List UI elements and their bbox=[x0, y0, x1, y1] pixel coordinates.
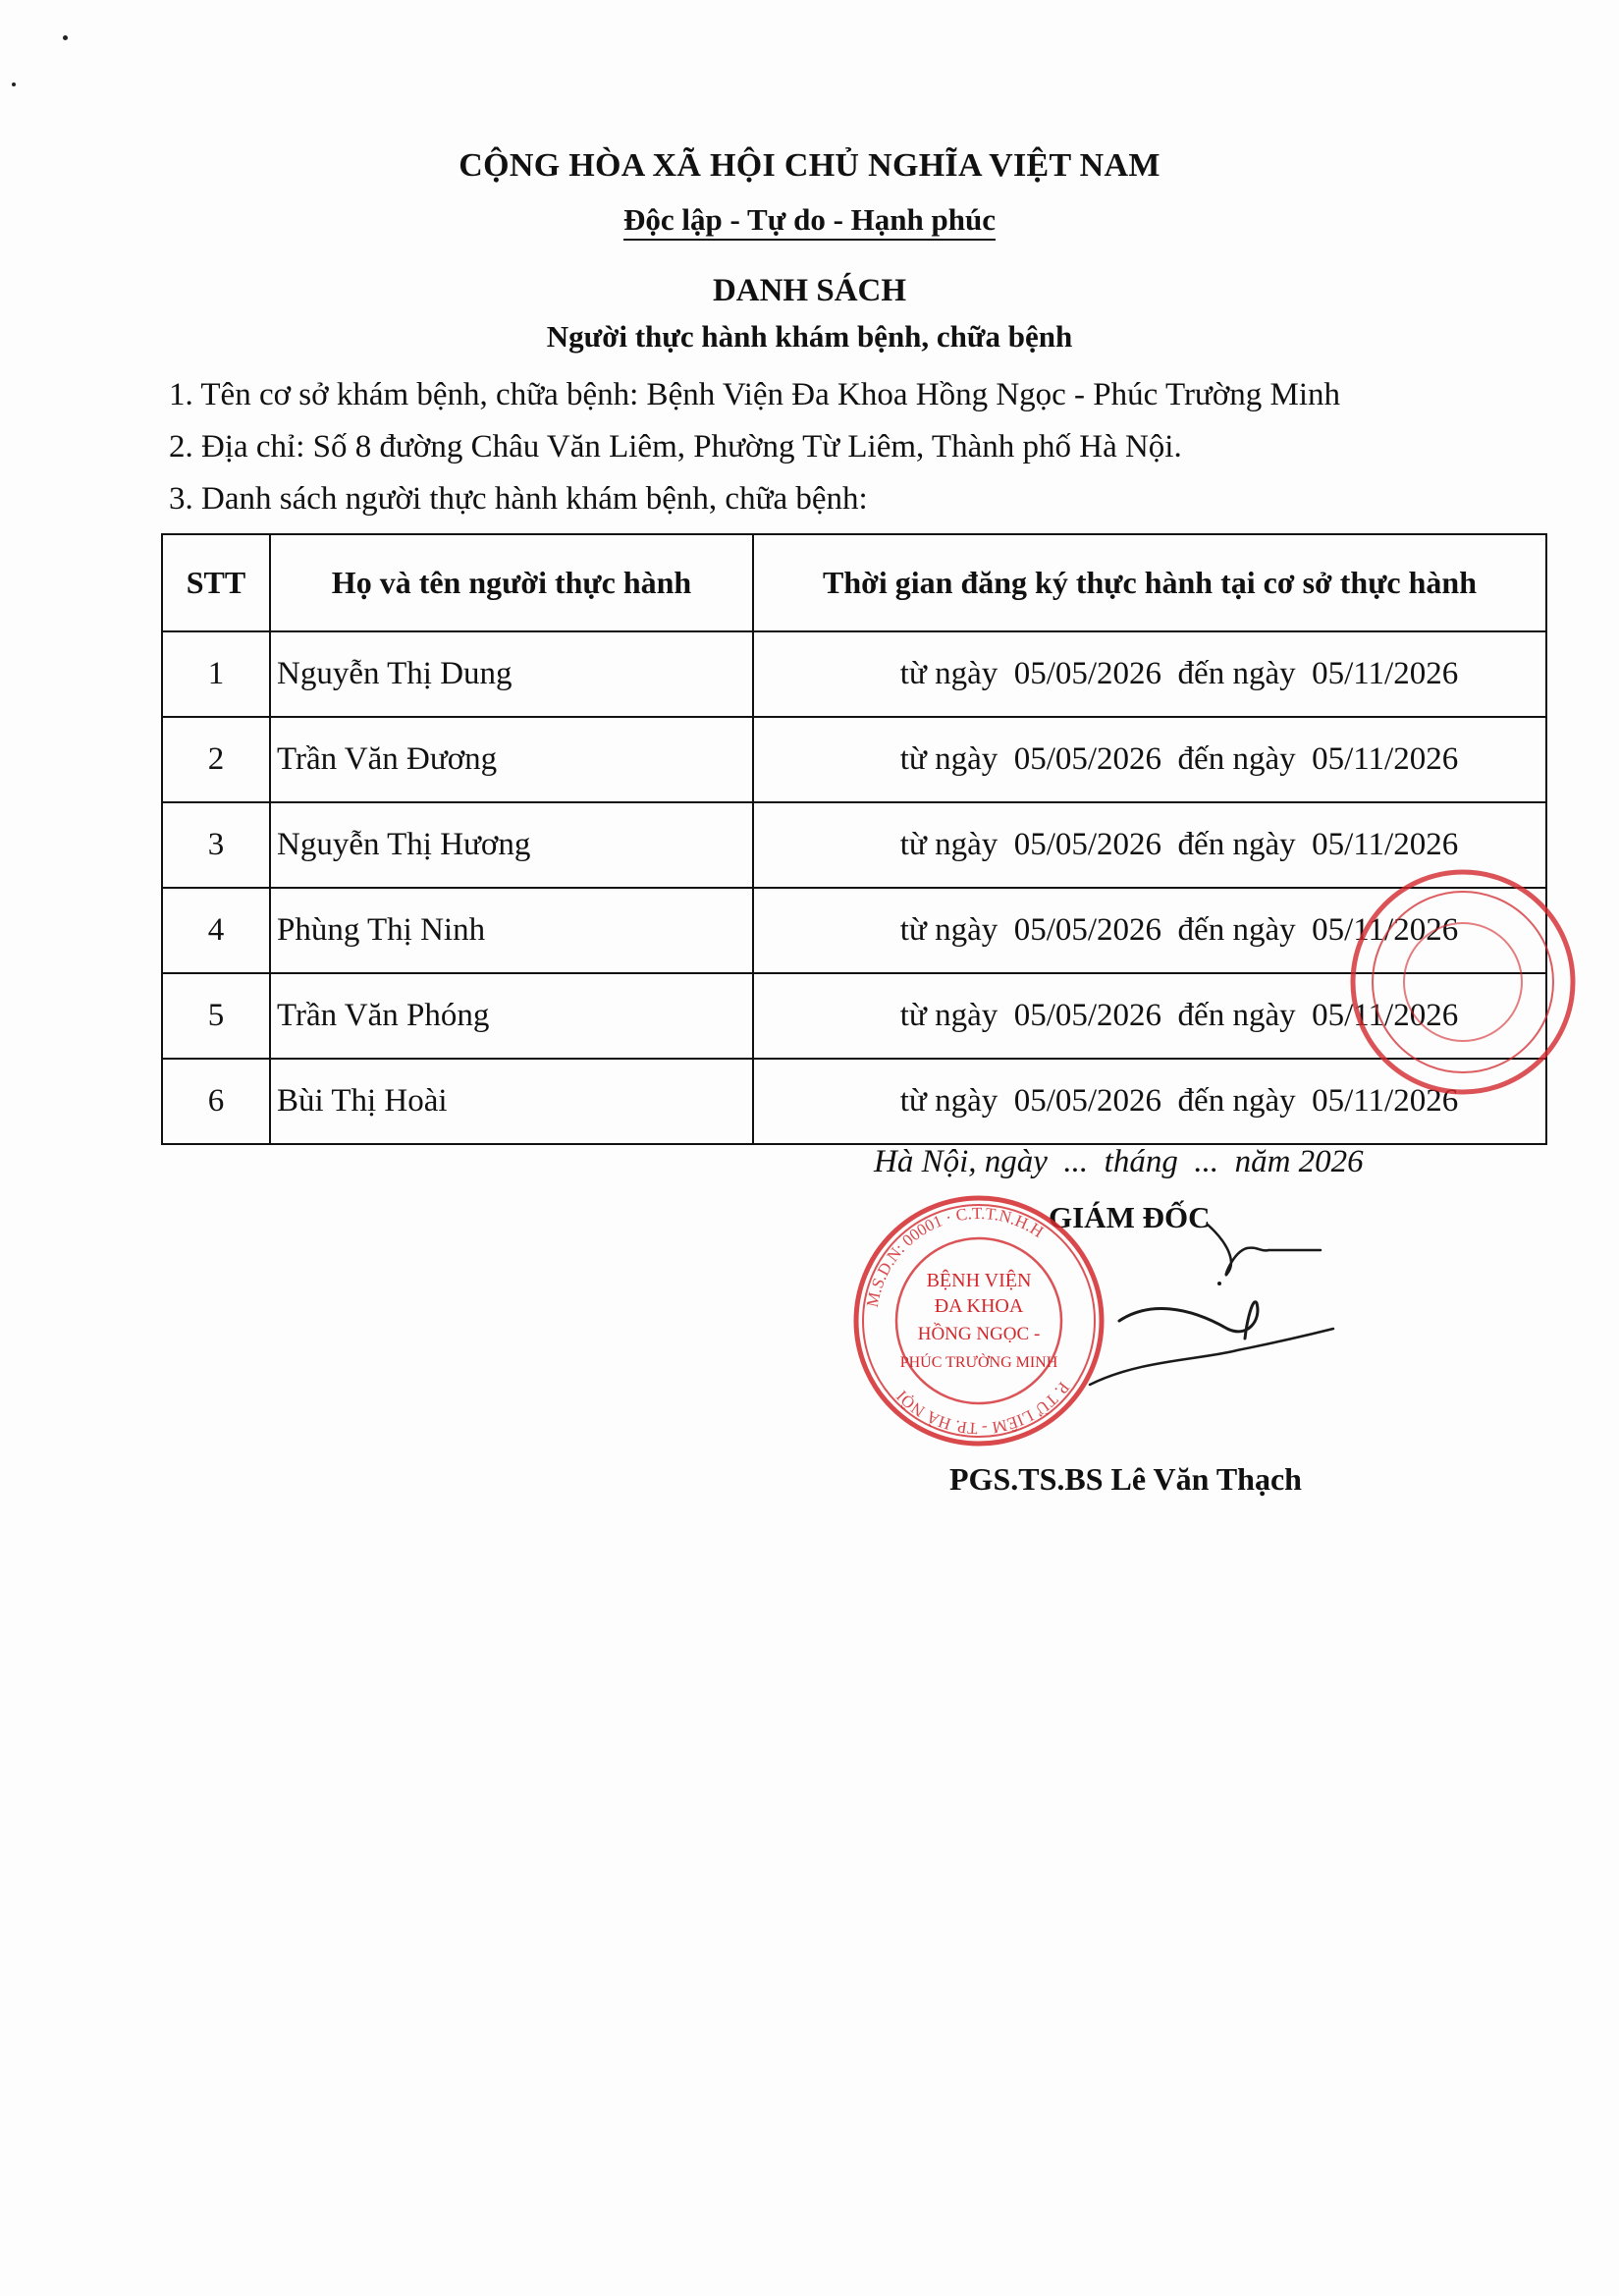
seal-line: ĐA KHOA bbox=[934, 1295, 1024, 1317]
row-name: Trần Văn Đương bbox=[270, 717, 753, 802]
hospital-seal-stamp bbox=[846, 1188, 1111, 1453]
practitioner-table bbox=[161, 533, 1547, 1145]
row-period: từ ngày 05/05/2026 đến ngày 05/11/2026 bbox=[753, 631, 1546, 717]
seal-line: BỆNH VIỆN bbox=[926, 1270, 1032, 1291]
row-period: từ ngày 05/05/2026 đến ngày 05/11/2026 bbox=[753, 1059, 1546, 1144]
national-title: CỘNG HÒA XÃ HỘI CHỦ NGHĨA VIỆT NAM bbox=[459, 147, 1160, 184]
row-name: Trần Văn Phóng bbox=[270, 973, 753, 1059]
row-name: Bùi Thị Hoài bbox=[270, 1059, 753, 1144]
row-stt: 3 bbox=[162, 802, 270, 888]
signer-name: PGS.TS.BS Lê Văn Thạch bbox=[949, 1461, 1302, 1497]
signer-role: GIÁM ĐỐC bbox=[1049, 1200, 1211, 1234]
table-row bbox=[162, 1059, 1546, 1144]
practitioner-list-heading: 3. Danh sách người thực hành khám bệnh, chữa bệnh: bbox=[169, 481, 868, 517]
row-period: từ ngày 05/05/2026 đến ngày 05/11/2026 bbox=[753, 802, 1546, 888]
scan-speck bbox=[12, 82, 16, 86]
motto-text: Độc lập - Tự do - Hạnh phúc bbox=[623, 202, 996, 241]
table-row bbox=[162, 973, 1546, 1059]
column-header-name: Họ và tên người thực hành bbox=[270, 534, 753, 631]
row-period: từ ngày 05/05/2026 đến ngày 05/11/2026 bbox=[753, 888, 1546, 973]
table-row bbox=[162, 717, 1546, 802]
row-stt: 4 bbox=[162, 888, 270, 973]
partial-seal-stamp bbox=[1345, 835, 1561, 1129]
row-name: Nguyễn Thị Dung bbox=[270, 631, 753, 717]
seal-ring-text: M.S.D.N: 00001 · C.T.T.N.H.H bbox=[862, 1203, 1048, 1309]
row-period: từ ngày 05/05/2026 đến ngày 05/11/2026 bbox=[753, 973, 1546, 1059]
row-name: Phùng Thị Ninh bbox=[270, 888, 753, 973]
handwritten-signature bbox=[1080, 1213, 1335, 1419]
row-name: Nguyễn Thị Hương bbox=[270, 802, 753, 888]
national-motto bbox=[0, 202, 1619, 238]
scan-speck bbox=[63, 35, 68, 40]
address-line: 2. Địa chỉ: Số 8 đường Châu Văn Liêm, Phường Từ Liêm, Thành phố Hà Nội. bbox=[169, 429, 1182, 465]
column-header-stt: STT bbox=[162, 534, 270, 631]
row-stt: 5 bbox=[162, 973, 270, 1059]
seal-line: PHÚC TRƯỜNG MINH bbox=[899, 1354, 1058, 1371]
row-stt: 6 bbox=[162, 1059, 270, 1144]
row-stt: 1 bbox=[162, 631, 270, 717]
signing-place-date: Hà Nội, ngày ... tháng ... năm 2026 bbox=[874, 1144, 1364, 1179]
table-row bbox=[162, 631, 1546, 717]
facility-name-line: 1. Tên cơ sở khám bệnh, chữa bệnh: Bệnh Viện Đa Khoa Hồng Ngọc - Phúc Trường Minh bbox=[169, 377, 1341, 412]
table-row bbox=[162, 802, 1546, 888]
document-subtitle: Người thực hành khám bệnh, chữa bệnh bbox=[546, 319, 1073, 354]
table-header-row bbox=[162, 534, 1546, 631]
seal-ring-bottom-text: P. TỪ LIÊM - TP. HÀ NỘI bbox=[892, 1378, 1074, 1439]
table-row bbox=[162, 888, 1546, 973]
seal-line: HỒNG NGỌC - bbox=[917, 1324, 1041, 1344]
row-period: từ ngày 05/05/2026 đến ngày 05/11/2026 bbox=[753, 717, 1546, 802]
row-stt: 2 bbox=[162, 717, 270, 802]
column-header-period: Thời gian đăng ký thực hành tại cơ sở thực hành bbox=[753, 534, 1546, 631]
document-title: DANH SÁCH bbox=[712, 273, 907, 308]
